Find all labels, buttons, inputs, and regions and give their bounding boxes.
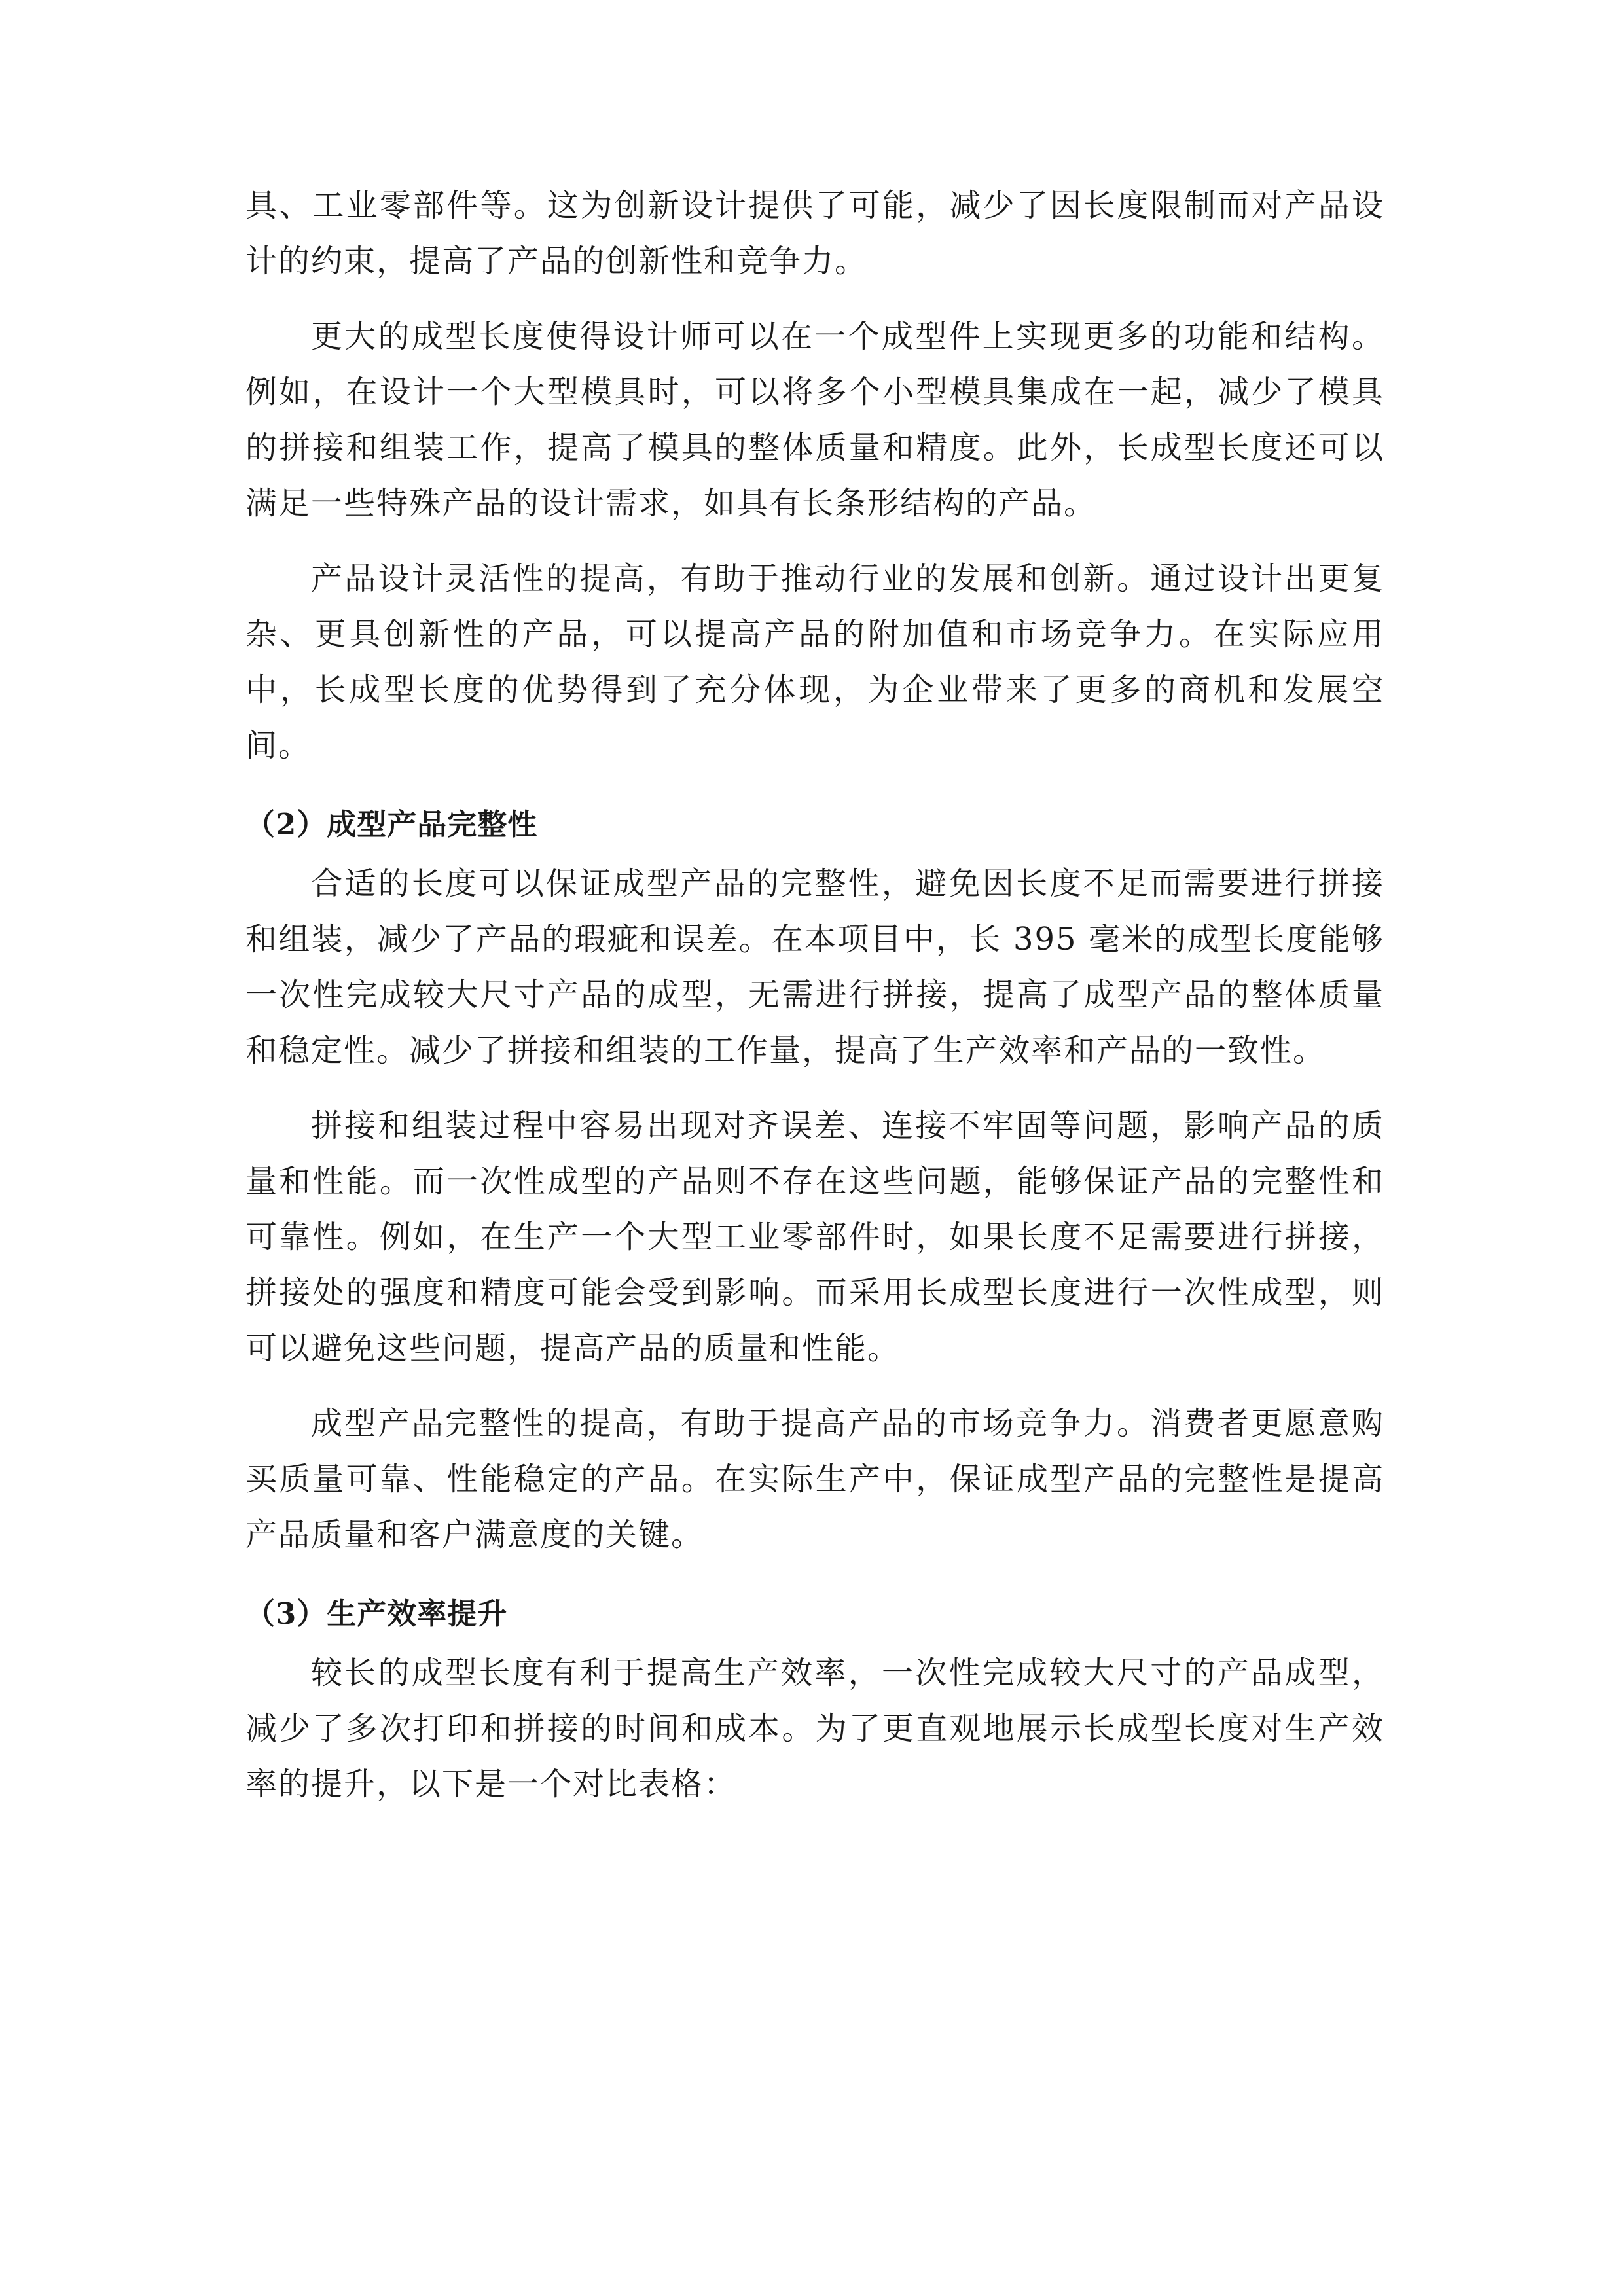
document-page [245,178,1384,1832]
paragraph-design-flexibility: 产品设计灵活性的提高，有助于推动行业的发展和创新。通过设计出更复杂、更具创新性的产品，可以提高产品的附加值和市场竞争力。在实际应用中，长成型长度的优势得到了充分体现，为企业带来了更多的商机和发展空间。 [245,560,1384,764]
paragraph-efficiency: 较长的成型长度有利于提高生产效率，一次性完成较大尺寸的产品成型，减少了多次打印和拼接的时间和成本。为了更直观地展示长成型长度对生产效率的提升，以下是一个对比表格： [245,1655,1384,1803]
paragraph-design-functions: 更大的成型长度使得设计师可以在一个成型件上实现更多的功能和结构。例如，在设计一个大型模具时，可以将多个小型模具集成在一起，减少了模具的拼接和组装工作，提高了模具的整体质量和精度。此外，长成型长度还可以满足一些特殊产品的设计需求，如具有长条形结构的产品。 [245,318,1384,522]
section-heading-efficiency: （3）生产效率提升 [245,1596,508,1631]
paragraph-integrity-competitiveness: 成型产品完整性的提高，有助于提高产品的市场竞争力。消费者更愿意购买质量可靠、性能稳定的产品。在实际生产中，保证成型产品的完整性是提高产品质量和客户满意度的关键。 [245,1405,1384,1553]
paragraph-integrity-length: 合适的长度可以保证成型产品的完整性，避免因长度不足而需要进行拼接和组装，减少了产品的瑕疵和误差。在本项目中，长 395 毫米的成型长度能够一次性完成较大尺寸产品的成型，无需进行拼接，提高了成型产品的整体质量和稳定性。减少了拼接和组装的工作量，提高了生产效率和产品的一致性。 [245,865,1384,1069]
paragraph-continued: 具、工业零部件等。这为创新设计提供了可能，减少了因长度限制而对产品设计的约束，提高了产品的创新性和竞争力。 [245,187,1384,279]
section-heading-integrity: （2）成型产品完整性 [245,807,538,842]
paragraph-integrity-splicing: 拼接和组装过程中容易出现对齐误差、连接不牢固等问题，影响产品的质量和性能。而一次性成型的产品则不存在这些问题，能够保证产品的完整性和可靠性。例如，在生产一个大型工业零部件时，如果长度不足需要进行拼接，拼接处的强度和精度可能会受到影响。而采用长成型长度进行一次性成型，则可以避免这些问题，提高产品的质量和性能。 [245,1107,1384,1367]
